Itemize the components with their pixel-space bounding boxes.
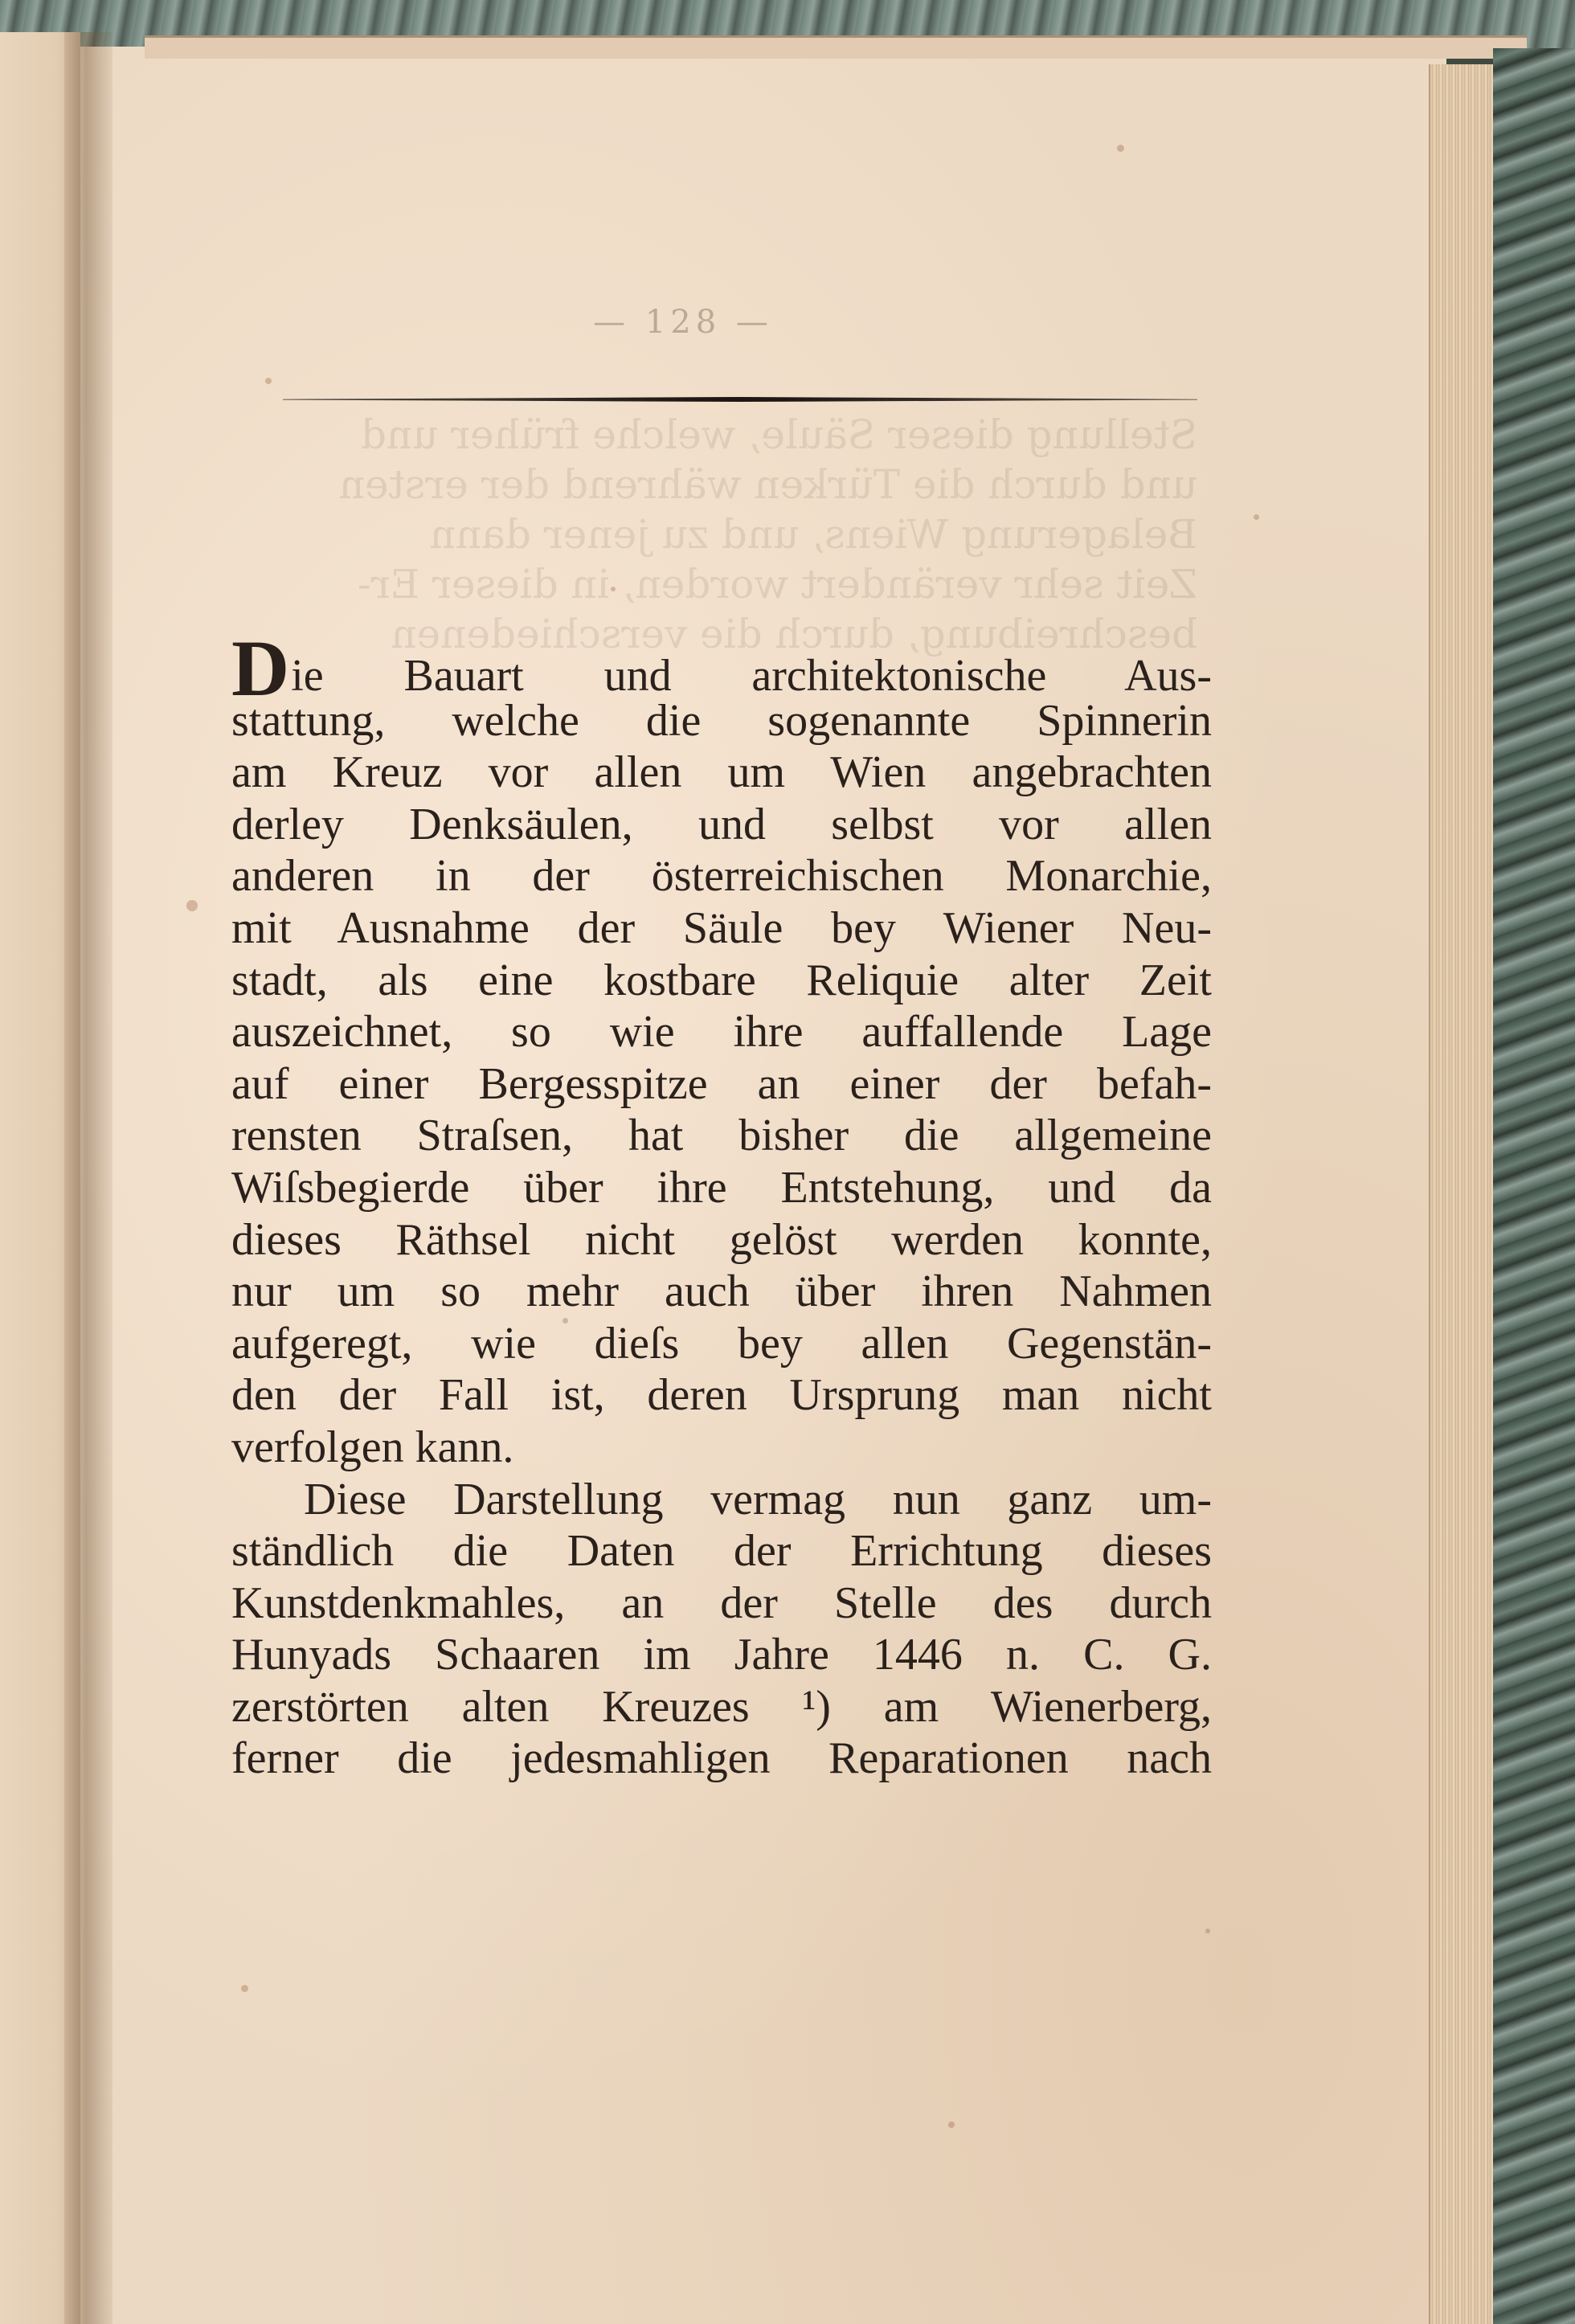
text-line: rensten Straſsen, hat bisher die allgemeine <box>231 1111 1212 1161</box>
text-line: verfolgen kann. <box>231 1422 514 1472</box>
text-line: den der Fall ist, deren Ursprung man nicht <box>231 1370 1212 1421</box>
text-line: Diese Darstellung vermag nun ganz um- <box>304 1474 1212 1524</box>
running-head: — 128 — <box>593 304 773 341</box>
text-line: derley Denksäulen, und selbst vor allen <box>231 799 1212 849</box>
marbled-cover <box>1493 48 1575 2324</box>
page-fore-edge <box>1429 64 1495 2324</box>
page-gutter <box>64 32 112 2324</box>
text-line: Hunyads Schaaren im Jahre 1446 n. C. G. <box>231 1630 1212 1680</box>
text-line: auf einer Bergesspitze an einer der befah- <box>231 1058 1212 1109</box>
foxing-spot <box>1117 145 1124 152</box>
text-line: Kunstdenkmahles, an der Stelle des durch <box>231 1577 1212 1628</box>
drop-cap: D <box>231 624 290 713</box>
top-page-edge <box>145 35 1527 59</box>
foxing-spot <box>948 2121 955 2128</box>
text-line: ständlich die Daten der Errichtung dieses <box>231 1526 1212 1577</box>
text-line: mit Ausnahme der Säule bey Wiener Neu- <box>231 902 1212 953</box>
text-line: nur um so mehr auch über ihren Nahmen <box>231 1266 1212 1317</box>
text-line: Wiſsbegierde über ihre Entstehung, und da <box>231 1162 1212 1213</box>
text-line: stattung, welche die sogenannte Spinnerin <box>231 695 1212 746</box>
text-line: ferner die jedesmahligen Reparationen nach <box>231 1733 1212 1784</box>
text-line-content: ie Bauart und architektonische Aus- <box>291 651 1212 701</box>
foxing-spot <box>1254 514 1259 520</box>
text-line <box>231 624 1212 713</box>
text-line: dieses Räthsel nicht gelöst werden konnte, <box>231 1214 1212 1265</box>
text-line: aufgeregt, wie dieſs bey allen Gegenstän- <box>231 1318 1212 1369</box>
foxing-spot <box>186 900 198 911</box>
bleed-through-text: Stellung dieser Säule, welche früher und und durch die Türken während der ersten Belagerung Wiens, und zu jener dann Zeit sehr verändert worden, in dieser Er- beschreibung, durch die verschiedenen <box>338 411 1197 657</box>
foxing-spot <box>241 1985 248 1992</box>
text-line: auszeichnet, so wie ihre auffallende Lage <box>231 1007 1212 1058</box>
text-line: am Kreuz vor allen um Wien angebrachten <box>231 747 1212 798</box>
foxing-spot <box>1205 1929 1210 1933</box>
text-line: zerstörten alten Kreuzes ¹) am Wienerberg, <box>231 1681 1212 1732</box>
foxing-spot <box>265 378 272 384</box>
text-line: anderen in der österreichischen Monarchie, <box>231 851 1212 902</box>
body-text <box>231 624 1212 1785</box>
text-line: stadt, als eine kostbare Reliquie alter Zeit <box>231 955 1212 1005</box>
